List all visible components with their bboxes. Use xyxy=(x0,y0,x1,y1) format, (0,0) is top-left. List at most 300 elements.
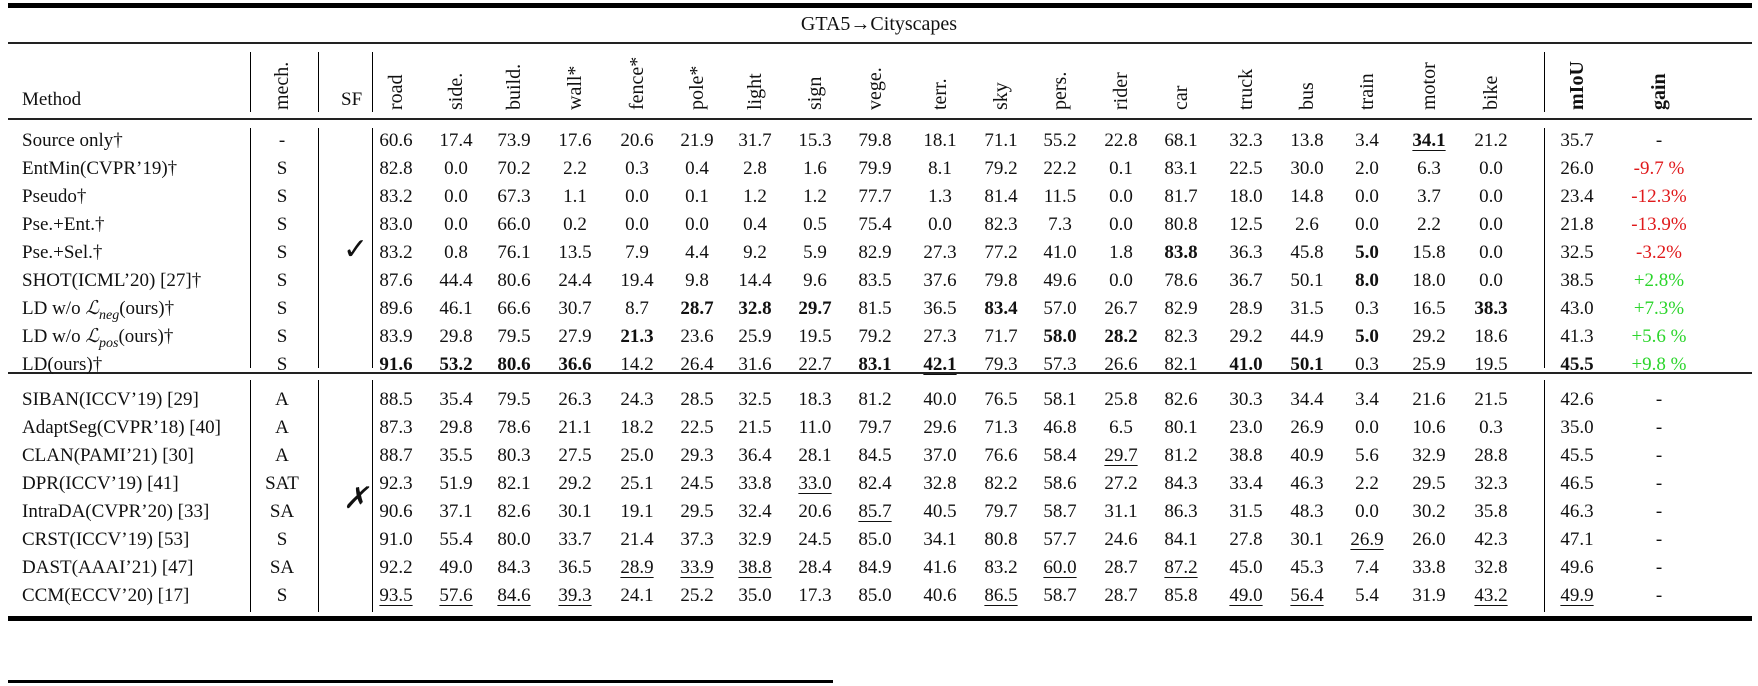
cell-miou: 35.0 xyxy=(1560,417,1594,438)
cell-train: 3.4 xyxy=(1355,130,1379,151)
cell-fence: 24.1 xyxy=(620,585,654,606)
cell-side: 0.8 xyxy=(444,242,468,263)
cell-terr: 40.5 xyxy=(923,501,957,522)
cell-rider: 0.1 xyxy=(1109,158,1133,179)
cell-light: 14.4 xyxy=(738,270,772,291)
header-class-fence: fence* xyxy=(626,56,648,110)
cell-pole: 33.9 xyxy=(680,557,714,578)
cell-miou: 38.5 xyxy=(1560,270,1594,291)
cell-light: 9.2 xyxy=(743,242,767,263)
cell-light: 38.8 xyxy=(738,557,772,578)
mechanism: SA xyxy=(269,501,295,522)
cell-truck: 23.0 xyxy=(1229,417,1263,438)
cell-wall: 26.3 xyxy=(558,389,592,410)
cell-gain: - xyxy=(1655,389,1663,410)
cell-gain: - xyxy=(1655,417,1663,438)
header-class-car: car xyxy=(1170,85,1192,110)
cell-build: 79.5 xyxy=(497,326,531,347)
cell-side: 37.1 xyxy=(439,501,473,522)
cell-train: 0.0 xyxy=(1355,417,1379,438)
header-class-rider: rider xyxy=(1110,72,1132,110)
mechanism: S xyxy=(276,186,288,207)
cell-motor: 29.5 xyxy=(1412,473,1446,494)
cell-sky: 86.5 xyxy=(984,585,1018,606)
cell-gain: - xyxy=(1655,529,1663,550)
mechanism: S xyxy=(276,585,288,606)
cell-wall: 36.6 xyxy=(558,354,592,375)
cell-rider: 26.6 xyxy=(1104,354,1138,375)
header-class-sign: sign xyxy=(804,76,826,110)
cell-sky: 79.7 xyxy=(984,501,1018,522)
cell-vege: 79.2 xyxy=(858,326,892,347)
cell-bus: 34.4 xyxy=(1290,389,1324,410)
cell-bike: 0.0 xyxy=(1479,214,1503,235)
cell-rider: 27.2 xyxy=(1104,473,1138,494)
cell-miou: 32.5 xyxy=(1560,242,1594,263)
cell-side: 46.1 xyxy=(439,298,473,319)
cell-road: 92.2 xyxy=(379,557,413,578)
method-prefix: LD w/o xyxy=(22,298,86,319)
cell-car: 80.1 xyxy=(1164,417,1198,438)
header-class-side: side. xyxy=(445,72,467,110)
cell-sign: 24.5 xyxy=(798,529,832,550)
cell-side: 35.5 xyxy=(439,445,473,466)
table-caption: GTA5→Cityscapes xyxy=(800,13,958,35)
cell-bus: 2.6 xyxy=(1295,214,1319,235)
cell-miou: 49.9 xyxy=(1560,585,1594,606)
cell-bus: 30.0 xyxy=(1290,158,1324,179)
cell-pers: 11.5 xyxy=(1043,186,1077,207)
cell-motor: 18.0 xyxy=(1412,270,1446,291)
cell-truck: 18.0 xyxy=(1229,186,1263,207)
cell-rider: 28.7 xyxy=(1104,585,1138,606)
cell-pers: 58.1 xyxy=(1043,389,1077,410)
cell-bike: 0.0 xyxy=(1479,186,1503,207)
cell-bike: 0.0 xyxy=(1479,242,1503,263)
method-name: Pse.+Sel.† xyxy=(22,242,103,263)
bottom-rule xyxy=(8,616,1752,621)
cell-rider: 25.8 xyxy=(1104,389,1138,410)
column-divider xyxy=(318,128,319,368)
mechanism: S xyxy=(276,354,288,375)
method-name: Source only† xyxy=(22,130,123,151)
cell-bike: 18.6 xyxy=(1474,326,1508,347)
cell-gain: - xyxy=(1655,130,1663,151)
cell-side: 51.9 xyxy=(439,473,473,494)
cell-terr: 27.3 xyxy=(923,242,957,263)
cell-car: 85.8 xyxy=(1164,585,1198,606)
cell-build: 80.6 xyxy=(497,354,531,375)
cell-build: 84.3 xyxy=(497,557,531,578)
cell-light: 32.8 xyxy=(738,298,772,319)
cell-sign: 11.0 xyxy=(798,417,832,438)
cell-pole: 9.8 xyxy=(685,270,709,291)
cell-bike: 38.3 xyxy=(1474,298,1508,319)
mechanism: S xyxy=(276,242,288,263)
cell-fence: 19.4 xyxy=(620,270,654,291)
cell-car: 78.6 xyxy=(1164,270,1198,291)
cell-light: 33.8 xyxy=(738,473,772,494)
cell-wall: 30.1 xyxy=(558,501,592,522)
cell-sky: 83.4 xyxy=(984,298,1018,319)
cell-sky: 79.2 xyxy=(984,158,1018,179)
cell-bus: 44.9 xyxy=(1290,326,1324,347)
cell-light: 2.8 xyxy=(743,158,767,179)
cell-pole: 26.4 xyxy=(680,354,714,375)
cell-motor: 6.3 xyxy=(1417,158,1441,179)
cell-side: 29.8 xyxy=(439,326,473,347)
cell-pers: 60.0 xyxy=(1043,557,1077,578)
method-suffix: (ours)† xyxy=(118,326,174,347)
cell-motor: 3.7 xyxy=(1417,186,1441,207)
cell-pers: 58.6 xyxy=(1043,473,1077,494)
cell-light: 1.2 xyxy=(743,186,767,207)
cell-build: 82.1 xyxy=(497,473,531,494)
cell-build: 67.3 xyxy=(497,186,531,207)
mechanism: SAT xyxy=(265,473,299,494)
mechanism: A xyxy=(275,389,289,410)
mechanism: SA xyxy=(269,557,295,578)
cell-rider: 1.8 xyxy=(1109,242,1133,263)
cell-fence: 0.0 xyxy=(625,186,649,207)
cell-pers: 49.6 xyxy=(1043,270,1077,291)
cell-side: 17.4 xyxy=(439,130,473,151)
cell-gain: - xyxy=(1655,473,1663,494)
cell-miou: 26.0 xyxy=(1560,158,1594,179)
cell-wall: 33.7 xyxy=(558,529,592,550)
cell-motor: 29.2 xyxy=(1412,326,1446,347)
cell-road: 83.2 xyxy=(379,186,413,207)
cell-car: 82.6 xyxy=(1164,389,1198,410)
cell-vege: 75.4 xyxy=(858,214,892,235)
cell-vege: 84.9 xyxy=(858,557,892,578)
cell-bus: 45.8 xyxy=(1290,242,1324,263)
cell-vege: 79.9 xyxy=(858,158,892,179)
header-rule xyxy=(8,118,1752,120)
top-rule xyxy=(8,3,1752,8)
header-class-pole: pole* xyxy=(686,65,708,110)
cell-road: 90.6 xyxy=(379,501,413,522)
method-name: DPR(ICCV’19) [41] xyxy=(22,473,179,494)
cell-truck: 30.3 xyxy=(1229,389,1263,410)
cell-road: 83.0 xyxy=(379,214,413,235)
cell-car: 87.2 xyxy=(1164,557,1198,578)
cell-truck: 29.2 xyxy=(1229,326,1263,347)
cell-light: 25.9 xyxy=(738,326,772,347)
cell-sign: 28.1 xyxy=(798,445,832,466)
header-class-pers: pers. xyxy=(1049,71,1071,110)
cell-vege: 83.1 xyxy=(858,354,892,375)
cell-sign: 19.5 xyxy=(798,326,832,347)
cell-bus: 56.4 xyxy=(1290,585,1324,606)
header-class-sky: sky xyxy=(990,82,1012,110)
cell-miou: 43.0 xyxy=(1560,298,1594,319)
cell-rider: 28.2 xyxy=(1104,326,1138,347)
cross-icon: ✗ xyxy=(343,482,369,515)
cell-wall: 2.2 xyxy=(563,158,587,179)
cell-fence: 25.0 xyxy=(620,445,654,466)
cell-rider: 24.6 xyxy=(1104,529,1138,550)
cell-terr: 40.6 xyxy=(923,585,957,606)
cell-bus: 48.3 xyxy=(1290,501,1324,522)
cell-build: 80.6 xyxy=(497,270,531,291)
header-class-bike: bike xyxy=(1480,75,1502,110)
header-class-vege: vege. xyxy=(864,67,886,110)
header-class-build: build. xyxy=(503,63,525,110)
cell-fence: 0.3 xyxy=(625,158,649,179)
cell-miou: 21.8 xyxy=(1560,214,1594,235)
method-prefix: LD w/o xyxy=(22,326,86,347)
cell-road: 83.9 xyxy=(379,326,413,347)
cell-wall: 24.4 xyxy=(558,270,592,291)
cell-car: 83.8 xyxy=(1164,242,1198,263)
cell-motor: 25.9 xyxy=(1412,354,1446,375)
cell-train: 5.0 xyxy=(1355,242,1379,263)
cell-motor: 30.2 xyxy=(1412,501,1446,522)
cell-wall: 30.7 xyxy=(558,298,592,319)
cell-gain: - xyxy=(1655,557,1663,578)
cell-car: 80.8 xyxy=(1164,214,1198,235)
cell-bike: 0.3 xyxy=(1479,417,1503,438)
cell-bus: 13.8 xyxy=(1290,130,1324,151)
cell-truck: 33.4 xyxy=(1229,473,1263,494)
cell-sky: 82.2 xyxy=(984,473,1018,494)
cell-train: 0.3 xyxy=(1355,354,1379,375)
cell-gain: +9.8 % xyxy=(1631,354,1687,375)
cell-gain: -13.9% xyxy=(1631,214,1687,235)
cell-side: 0.0 xyxy=(444,214,468,235)
header-class-terr: terr. xyxy=(929,78,951,110)
mechanism: A xyxy=(275,417,289,438)
method-name: EntMin(CVPR’19)† xyxy=(22,158,178,179)
cell-truck: 36.3 xyxy=(1229,242,1263,263)
cell-fence: 28.9 xyxy=(620,557,654,578)
cell-motor: 16.5 xyxy=(1412,298,1446,319)
cell-light: 32.9 xyxy=(738,529,772,550)
cell-sky: 79.8 xyxy=(984,270,1018,291)
cell-miou: 47.1 xyxy=(1560,529,1594,550)
cell-wall: 27.9 xyxy=(558,326,592,347)
method-name: CCM(ECCV’20) [17] xyxy=(22,585,190,606)
cell-road: 87.6 xyxy=(379,270,413,291)
cell-fence: 20.6 xyxy=(620,130,654,151)
cell-rider: 6.5 xyxy=(1109,417,1133,438)
cell-motor: 15.8 xyxy=(1412,242,1446,263)
cell-rider: 28.7 xyxy=(1104,557,1138,578)
cell-sign: 9.6 xyxy=(803,270,827,291)
cell-light: 21.5 xyxy=(738,417,772,438)
cell-light: 0.4 xyxy=(743,214,767,235)
cell-wall: 1.1 xyxy=(563,186,587,207)
cell-train: 26.9 xyxy=(1350,529,1384,550)
cell-bike: 35.8 xyxy=(1474,501,1508,522)
cell-rider: 31.1 xyxy=(1104,501,1138,522)
cell-side: 57.6 xyxy=(439,585,473,606)
cell-wall: 17.6 xyxy=(558,130,592,151)
cell-sky: 79.3 xyxy=(984,354,1018,375)
cell-truck: 32.3 xyxy=(1229,130,1263,151)
method-name: Pse.+Ent.† xyxy=(22,214,105,235)
cell-terr: 34.1 xyxy=(923,529,957,550)
cell-pole: 29.5 xyxy=(680,501,714,522)
cell-sign: 5.9 xyxy=(803,242,827,263)
cell-bike: 28.8 xyxy=(1474,445,1508,466)
cell-road: 87.3 xyxy=(379,417,413,438)
cell-gain: -3.2% xyxy=(1636,242,1682,263)
cell-gain: - xyxy=(1655,501,1663,522)
cell-terr: 36.5 xyxy=(923,298,957,319)
cell-bus: 46.3 xyxy=(1290,473,1324,494)
cell-pers: 55.2 xyxy=(1043,130,1077,151)
cell-bike: 21.2 xyxy=(1474,130,1508,151)
cell-terr: 29.6 xyxy=(923,417,957,438)
cell-fence: 25.1 xyxy=(620,473,654,494)
cell-car: 84.3 xyxy=(1164,473,1198,494)
cell-light: 31.7 xyxy=(738,130,772,151)
cell-pers: 57.0 xyxy=(1043,298,1077,319)
method-name: DAST(AAAI’21) [47] xyxy=(22,557,194,578)
cell-miou: 49.6 xyxy=(1560,557,1594,578)
cell-build: 73.9 xyxy=(497,130,531,151)
cell-car: 82.1 xyxy=(1164,354,1198,375)
cell-bus: 50.1 xyxy=(1290,270,1324,291)
cell-vege: 85.0 xyxy=(858,585,892,606)
loss-symbol: ℒ xyxy=(85,326,100,347)
cell-bus: 30.1 xyxy=(1290,529,1324,550)
cell-sign: 17.3 xyxy=(798,585,832,606)
header-class-motor: motor xyxy=(1418,62,1440,110)
header-class-truck: truck xyxy=(1235,68,1257,110)
header-miou: mIoU xyxy=(1566,61,1588,110)
cell-pers: 58.0 xyxy=(1043,326,1077,347)
header-method: Method xyxy=(22,89,82,110)
cell-fence: 19.1 xyxy=(620,501,654,522)
cell-motor: 33.8 xyxy=(1412,557,1446,578)
cell-pers: 41.0 xyxy=(1043,242,1077,263)
cell-rider: 0.0 xyxy=(1109,214,1133,235)
cell-build: 70.2 xyxy=(497,158,531,179)
cell-wall: 21.1 xyxy=(558,417,592,438)
cell-gain: +5.6 % xyxy=(1631,326,1687,347)
method-name: CRST(ICCV’19) [53] xyxy=(22,529,190,550)
cell-bike: 32.3 xyxy=(1474,473,1508,494)
cell-wall: 27.5 xyxy=(558,445,592,466)
cell-bike: 42.3 xyxy=(1474,529,1508,550)
mechanism: S xyxy=(276,326,288,347)
mechanism: S xyxy=(276,214,288,235)
cell-train: 0.0 xyxy=(1355,186,1379,207)
cell-road: 92.3 xyxy=(379,473,413,494)
cell-miou: 42.6 xyxy=(1560,389,1594,410)
cell-gain: +2.8% xyxy=(1633,270,1685,291)
cell-road: 88.5 xyxy=(379,389,413,410)
cell-vege: 82.4 xyxy=(858,473,892,494)
cell-build: 66.6 xyxy=(497,298,531,319)
cell-sky: 71.3 xyxy=(984,417,1018,438)
cell-train: 8.0 xyxy=(1355,270,1379,291)
cell-build: 82.6 xyxy=(497,501,531,522)
method-name: IntraDA(CVPR’20) [33] xyxy=(22,501,210,522)
cell-bus: 50.1 xyxy=(1290,354,1324,375)
mechanism: S xyxy=(276,298,288,319)
cell-side: 35.4 xyxy=(439,389,473,410)
cell-train: 0.0 xyxy=(1355,501,1379,522)
cell-pole: 29.3 xyxy=(680,445,714,466)
cell-build: 78.6 xyxy=(497,417,531,438)
cell-miou: 46.5 xyxy=(1560,473,1594,494)
cell-train: 0.0 xyxy=(1355,214,1379,235)
cell-pole: 24.5 xyxy=(680,473,714,494)
cell-miou: 46.3 xyxy=(1560,501,1594,522)
cell-motor: 26.0 xyxy=(1412,529,1446,550)
cell-truck: 22.5 xyxy=(1229,158,1263,179)
cell-train: 0.3 xyxy=(1355,298,1379,319)
header-class-bus: bus xyxy=(1296,82,1318,110)
cell-rider: 0.0 xyxy=(1109,270,1133,291)
cell-build: 76.1 xyxy=(497,242,531,263)
cell-truck: 41.0 xyxy=(1229,354,1263,375)
cell-fence: 21.4 xyxy=(620,529,654,550)
cell-pers: 57.7 xyxy=(1043,529,1077,550)
cell-bike: 0.0 xyxy=(1479,158,1503,179)
cell-pers: 57.3 xyxy=(1043,354,1077,375)
cell-vege: 82.9 xyxy=(858,242,892,263)
cell-fence: 14.2 xyxy=(620,354,654,375)
cell-rider: 0.0 xyxy=(1109,186,1133,207)
cell-fence: 21.3 xyxy=(620,326,654,347)
cell-road: 91.0 xyxy=(379,529,413,550)
cell-truck: 28.9 xyxy=(1229,298,1263,319)
cell-terr: 42.1 xyxy=(923,354,957,375)
loss-symbol: ℒ xyxy=(85,298,100,319)
cell-truck: 38.8 xyxy=(1229,445,1263,466)
cell-road: 82.8 xyxy=(379,158,413,179)
cell-wall: 13.5 xyxy=(558,242,592,263)
cell-sign: 0.5 xyxy=(803,214,827,235)
header-class-road: road xyxy=(385,74,407,110)
mechanism: S xyxy=(276,529,288,550)
cell-pole: 28.5 xyxy=(680,389,714,410)
cell-bus: 45.3 xyxy=(1290,557,1324,578)
cell-vege: 85.7 xyxy=(858,501,892,522)
header-mech: mech. xyxy=(271,61,293,110)
cell-road: 83.2 xyxy=(379,242,413,263)
cell-rider: 22.8 xyxy=(1104,130,1138,151)
cell-build: 84.6 xyxy=(497,585,531,606)
cell-pole: 0.0 xyxy=(685,214,709,235)
column-divider xyxy=(1544,128,1545,368)
loss-subscript: pos xyxy=(99,335,119,351)
cell-light: 32.5 xyxy=(738,389,772,410)
cell-sign: 22.7 xyxy=(798,354,832,375)
cell-truck: 49.0 xyxy=(1229,585,1263,606)
loss-subscript: neg xyxy=(99,307,120,323)
cell-truck: 27.8 xyxy=(1229,529,1263,550)
cell-sign: 1.6 xyxy=(803,158,827,179)
cell-vege: 83.5 xyxy=(858,270,892,291)
cell-car: 82.3 xyxy=(1164,326,1198,347)
checkmark-icon: ✓ xyxy=(343,233,369,266)
cell-vege: 84.5 xyxy=(858,445,892,466)
cell-truck: 31.5 xyxy=(1229,501,1263,522)
cell-train: 7.4 xyxy=(1355,557,1379,578)
cell-terr: 0.0 xyxy=(928,214,952,235)
cell-terr: 37.0 xyxy=(923,445,957,466)
cell-bike: 0.0 xyxy=(1479,270,1503,291)
column-divider xyxy=(1544,380,1545,612)
header-gain: gain xyxy=(1648,73,1670,110)
cell-gain: +7.3% xyxy=(1633,298,1685,319)
